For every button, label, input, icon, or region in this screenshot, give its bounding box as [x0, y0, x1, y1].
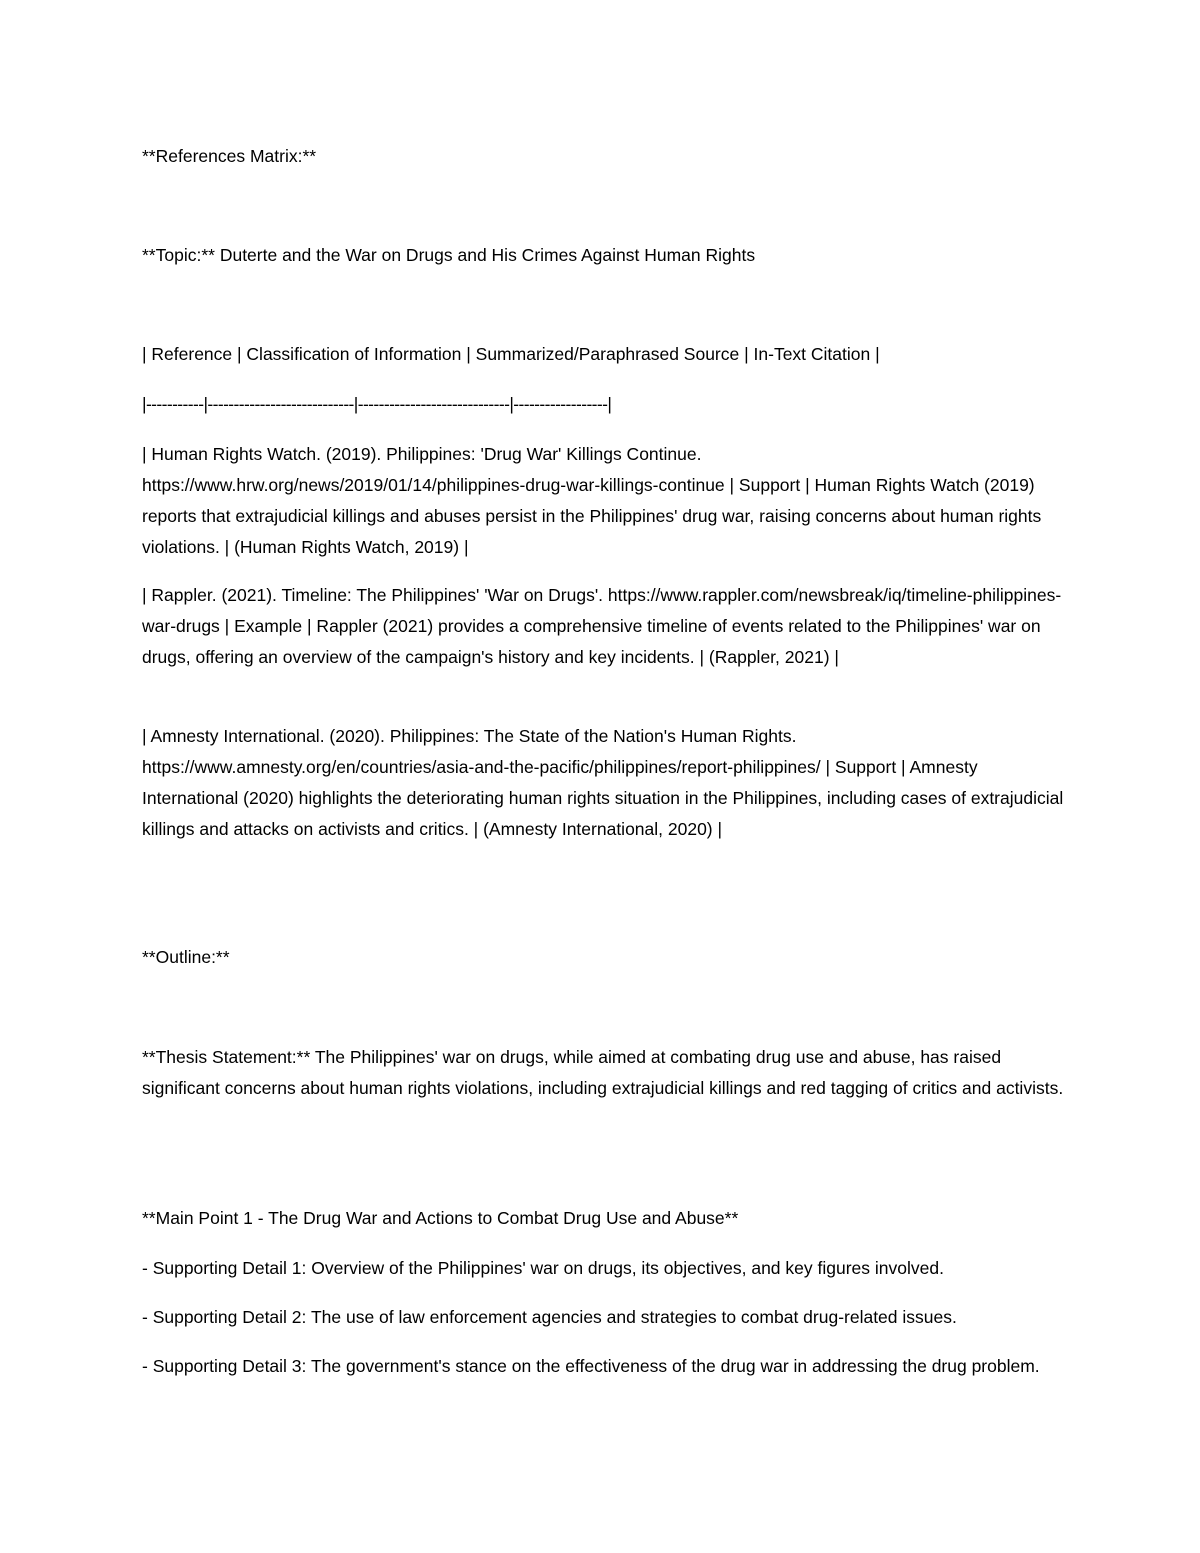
supporting-detail: - Supporting Detail 2: The use of law enforcement agencies and strategies to combat drug-related issues.: [142, 1307, 957, 1327]
table-row: | Human Rights Watch. (2019). Philippines: 'Drug War' Killings Continue. https://www.hrw.org/news/2019/01/14/philippines-drug-war-killings-continue | Support | Human Rights Watch (2019) reports that extrajudicial killings and abuses persist in the Philippines' drug war, raising concerns about human rights violations. | (Human Rights Watch, 2019) |: [142, 444, 1042, 557]
topic-line: **Topic:** Duterte and the War on Drugs and His Crimes Against Human Rights: [142, 245, 756, 265]
references-heading: **References Matrix:**: [142, 146, 317, 166]
thesis-statement: **Thesis Statement:** The Philippines' war on drugs, while aimed at combating drug use and abuse, has raised significant concerns about human rights violations, including extrajudicial killings and red tagging of critics and activists.: [142, 1047, 1064, 1098]
outline-heading: **Outline:**: [142, 947, 230, 967]
supporting-detail: - Supporting Detail 3: The government's stance on the effectiveness of the drug war in addressing the drug problem.: [142, 1356, 1040, 1376]
table-row: | Amnesty International. (2020). Philippines: The State of the Nation's Human Rights. https://www.amnesty.org/en/countries/asia-and-the-pacific/philippines/report-philippines/ | Support | Amnesty International (2020) highlights the deteriorating human rights situation in the Philippines, including cases of extrajudicial killings and attacks on activists and critics. | (Amnesty International, 2020) |: [142, 726, 1064, 839]
table-row: | Rappler. (2021). Timeline: The Philippines' 'War on Drugs'. https://www.rappler.com/newsbreak/iq/timeline-philippines-war-drugs | Example | Rappler (2021) provides a comprehensive timeline of events related to the Philippines' war on drugs, offering an overview of the campaign's history and key incidents. | (Rappler, 2021) |: [142, 585, 1062, 667]
main-point-heading: **Main Point 1 - The Drug War and Actions to Combat Drug Use and Abuse**: [142, 1208, 739, 1228]
table-separator-row: |-----------|----------------------------|-----------------------------|------------------|: [142, 394, 612, 414]
table-header-row: | Reference | Classification of Information | Summarized/Paraphrased Source | In-Text Citation |: [142, 344, 880, 364]
supporting-detail: - Supporting Detail 1: Overview of the Philippines' war on drugs, its objectives, and key figures involved.: [142, 1258, 944, 1278]
